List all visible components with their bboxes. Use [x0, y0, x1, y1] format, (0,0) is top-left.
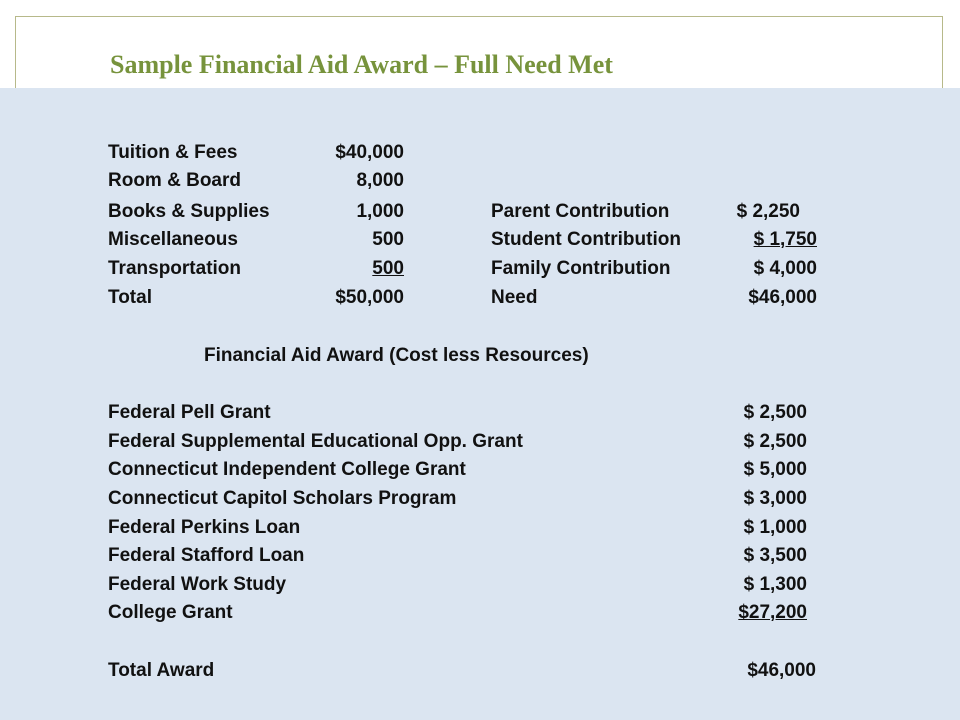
award-label: Connecticut Capitol Scholars Program — [108, 488, 457, 509]
award-value: $ 3,000 — [743, 488, 807, 509]
award-value: $ 3,500 — [743, 545, 807, 566]
award-label: College Grant — [108, 602, 233, 623]
award-label: Federal Pell Grant — [108, 402, 271, 423]
cost-label: Tuition & Fees — [108, 142, 238, 163]
total-award-value: $46,000 — [747, 660, 816, 681]
award-value: $ 2,500 — [743, 431, 807, 452]
award-label: Federal Perkins Loan — [108, 517, 301, 538]
resource-value: $ 4,000 — [753, 258, 817, 279]
cost-value: 500 — [372, 258, 404, 279]
need-label: Need — [491, 287, 538, 308]
award-heading: Financial Aid Award (Cost less Resources) — [204, 345, 589, 366]
cost-label: Room & Board — [108, 170, 241, 191]
total-award-label: Total Award — [108, 660, 215, 681]
award-value: $27,200 — [738, 602, 807, 623]
cost-label: Transportation — [108, 258, 242, 279]
cost-total-value: $50,000 — [335, 287, 404, 308]
cost-value: 8,000 — [356, 170, 404, 191]
cost-value: 1,000 — [356, 201, 404, 222]
award-label: Federal Stafford Loan — [108, 545, 305, 566]
award-value: $ 1,300 — [743, 574, 807, 595]
resource-label: Student Contribution — [491, 229, 681, 250]
award-label: Federal Work Study — [108, 574, 287, 595]
cost-total-label: Total — [108, 287, 152, 308]
content-panel — [0, 88, 960, 720]
slide-title: Sample Financial Aid Award – Full Need Met — [110, 50, 613, 79]
cost-label: Miscellaneous — [108, 229, 238, 250]
cost-label: Books & Supplies — [108, 201, 270, 222]
resource-value: $ 2,250 — [736, 201, 800, 222]
award-value: $ 1,000 — [743, 517, 807, 538]
resource-label: Family Contribution — [491, 258, 671, 279]
award-value: $ 5,000 — [743, 459, 807, 480]
cost-value: $40,000 — [335, 142, 404, 163]
cost-value: 500 — [372, 229, 404, 250]
award-label: Connecticut Independent College Grant — [108, 459, 466, 480]
award-value: $ 2,500 — [743, 402, 807, 423]
award-label: Federal Supplemental Educational Opp. Grant — [108, 431, 523, 452]
need-value: $46,000 — [748, 287, 817, 308]
resource-label: Parent Contribution — [491, 201, 670, 222]
resource-value: $ 1,750 — [753, 229, 817, 250]
